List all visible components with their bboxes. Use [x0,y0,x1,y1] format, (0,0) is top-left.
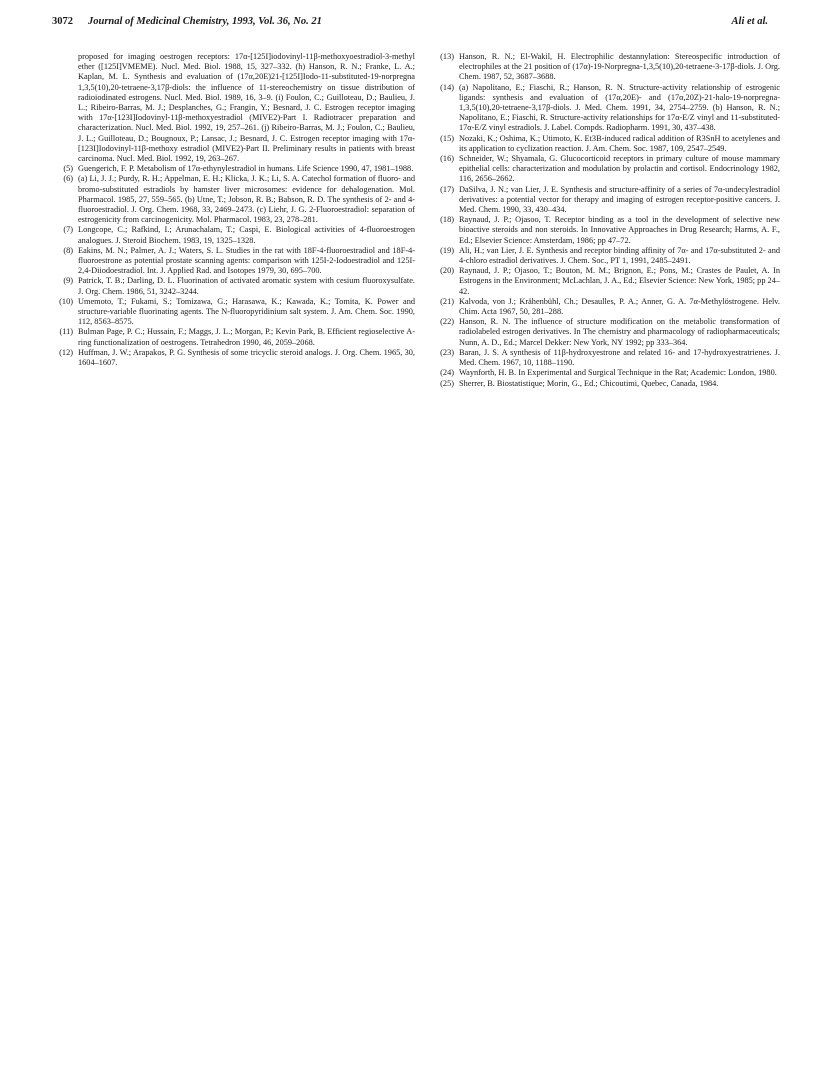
reference-item [52,276,415,296]
reference-number: (20) [440,266,454,276]
reference-item [433,368,780,378]
reference-number: (14) [440,82,454,92]
reference-number: (24) [440,368,454,378]
references-left-column [52,52,415,368]
reference-item [52,348,415,368]
running-author: Ali et al. [731,16,768,27]
reference-text: Baran, J. S. A synthesis of 11β-hydroxyestrone and related 16- and 17-hydroxyestratrienes. J. Med. Chem. 1967, 10, 1188–1190. [459,347,780,368]
reference-item [433,134,780,154]
reference-text: Guengerich, F. P. Metabolism of 17α-ethynylestradiol in humans. Life Science 1990, 47, 1981–1988. [78,164,414,174]
reference-number: (19) [440,245,454,255]
reference-continuation [52,52,415,164]
page-header [52,16,768,32]
reference-item [433,154,780,185]
reference-number: (12) [59,347,73,357]
reference-number: (22) [440,317,454,327]
reference-text: Sherrer, B. Biostatistique; Morin, G., Ed.; Chicoutimi, Quebec, Canada, 1984. [459,378,719,388]
reference-item [52,246,415,277]
reference-number: (5) [63,164,73,174]
reference-item [433,215,780,246]
reference-number: (16) [440,154,454,164]
reference-text: Umemoto, T.; Fukami, S.; Tomizawa, G.; Harasawa, K.; Kawada, K.; Tomita, K. Power and structure-variable fluorinating agents. The N-fluoropyridinium salt system. J. Am. Chem. Soc. 1990, 112, 8563–8575. [78,296,415,327]
reference-item [433,83,780,134]
reference-number: (17) [440,184,454,194]
journal-citation: Journal of Medicinal Chemistry, 1993, Vol. 36, No. 21 [88,16,322,27]
reference-number: (7) [63,225,73,235]
page-number: 3072 [52,16,73,27]
reference-item [52,174,415,225]
reference-text: proposed for imaging oestrogen receptors: 17α-[125I]iodovinyl-11β-methoxyoestradiol-3-methyl ether ([125I]VMEME). Nucl. Med. Biol. 1988, 15, 327–332. (h) Hanson, R. N.; Franke, L. A.; Kaplan, M. L. Synthesis and evaluation of (17α,20E)21-[125I]Iodo-11-substituted-19-norpregna 1,3,5(10),20-tetraene-3,17β-diols: the influence of 11-stereochemistry on tissue distribution of radioiodinated estrogens. Nucl. Med. Biol. 1989, 16, 3–9. (i) Foulon, C.; Guilloteau, D.; Baulieu, J. L.; Ribeiro-Barras, M. J.; Desplanches, G.; Frangin, Y.; Besnard, J. C. Estrogen receptor imaging with 17α-[123I]Iodovinyl-11β-methoxyestradiol (MIVE2)-Part I. Radiotracer preparation and characterization. Nucl. Med. Biol. 1992, 19, 257–261. (j) Ribeiro-Barras, M. J.; Foulon, C.; Baulieu, J. L.; Guilloteau, D.; Bougnoux, P.; Lansac, J.; Besnard, J. C. Estrogen receptor imaging with 17α-[123I]Iodovinyl-11β-methoxy estradiol (MIVE2)-Part II. Preliminary results in patients with breast carcinoma. Nucl. Med. Biol. 1992, 19, 263–267. [78,52,415,164]
reference-item [433,379,780,389]
reference-item [433,52,780,83]
reference-item [52,225,415,245]
reference-text: Ali, H.; van Lier, J. E. Synthesis and receptor binding affinity of 7α- and 17α-substituted 2- and 4-chloro estradiol derivatives. J. Chem. Soc., PT 1, 1991, 2485–2491. [459,245,780,266]
reference-number: (25) [440,378,454,388]
reference-text: Raynaud, J. P.; Ojasoo, T. Receptor binding as a tool in the development of selective new bioactive steroids and non steroids. In Innovative Approaches in Drug Research; Harms, A. F., Ed.; Elsevier Science: Amsterdam, 1986; pp 47–72. [459,215,780,245]
reference-number: (13) [440,52,454,61]
reference-item [52,297,415,328]
reference-text: Patrick, T. B.; Darling, D. L. Fluorination of activated aromatic system with cesium fluoroxysulfate. J. Org. Chem. 1986, 51, 3242–3244. [78,276,415,296]
reference-item [433,348,780,368]
reference-text: Schneider, W.; Shyamala, G. Glucocorticoid receptors in primary culture of mouse mammary epithelial cells: characterization and modulation by prolactin and cortisol. Endocrinology 1982, 116, 2656–2662. [459,154,780,184]
reference-text: Hanson, R. N.; El-Wakil, H. Electrophilic destannylation: Stereospecific introduction of electrophiles at the 21 position of (17α)-19-Norpregna-1,3,5(10),20-tetraene-3-17β-diols. J. Org. Chem. 1987, 52, 3687–3688. [459,52,780,82]
reference-text: Kalvoda, von J.; Krähenbühl, Ch.; Desaulles, P. A.; Anner, G. A. 7α-Methylöstrogene. Helv. Chim. Acta 1967, 50, 281–288. [459,296,780,317]
reference-text: (a) Napolitano, E.; Fiaschi, R.; Hanson, R. N. Structure-activity relationship of estrogenic ligands: synthesis and evaluation of (17α,20E)- and (17α,20Z)-21-halo-19-norpregna-1,3,5(10),20-tetraene-3,17β-diols. J. Med. Chem. 1991, 34, 2754–2759. (b) Hanson, R. N.; Napolitano, E.; Fiaschi, R. Structure-activity relationships for 17α-E/Z vinyl and 11-substituted-17α-E/Z vinyl estradiols. J. Label. Compds. Radiopharm. 1991, 30, 437–438. [459,82,780,133]
reference-text: DaSilva, J. N.; van Lier, J. E. Synthesis and structure-affinity of a series of 7α-undecylestradiol derivatives: a potential vector for therapy and imaging of estrogen receptor-positive cancers. J. Med. Chem. 1990, 33, 430–434. [459,184,780,215]
reference-item [52,327,415,347]
reference-item [52,164,415,174]
reference-item [433,266,780,297]
reference-text: Bulman Page, P. C.; Hussain, F.; Maggs, J. L.; Morgan, P.; Kevin Park, B. Efficient regioselective A-ring functionalization of oestrogens. Tetrahedron 1990, 46, 2059–2068. [78,327,415,347]
reference-item [433,297,780,317]
reference-number: (6) [63,174,73,184]
reference-text: Eakins, M. N.; Palmer, A. J.; Waters, S. L. Studies in the rat with 18F-4-fluoroestradiol and 18F-4-fluoroestrone as potential prostate scanning agents: comparison with 125I-2-Iodoestradiol and 125I-2,4-Diiodoestradiol. Int. J. Applied Rad. and Isotopes 1979, 30, 695–700. [78,245,415,276]
reference-text: Huffman, J. W.; Arapakos, P. G. Synthesis of some tricyclic steroid analogs. J. Org. Chem. 1965, 30, 1604–1607. [78,347,415,368]
reference-text: Raynaud, J. P.; Ojasoo, T.; Bouton, M. M.; Brignon, E.; Pons, M.; Crastes de Paulet, A. In Estrogens in the Environment; McLachlan, J. A., Ed.; Elsevier Science: New York, 1985; pp 24–42. [459,266,780,296]
reference-text: Hanson, R. N. The influence of structure modification on the metabolic transformation of radiolabeled estrogen derivatives. In The chemistry and pharmacology of radiopharmaceuticals; Nunn, A. D., Ed.; Marcel Dekker: New York, NY 1992; pp 333–364. [459,317,780,347]
reference-text: Waynforth, H. B. In Experimental and Surgical Technique in the Rat; Academic: London, 1980. [459,368,777,378]
reference-number: (18) [440,215,454,225]
reference-item [433,185,780,216]
reference-number: (8) [63,245,73,255]
reference-number: (23) [440,347,454,357]
reference-number: (9) [63,276,73,286]
reference-number: (11) [59,327,73,337]
reference-item [433,317,780,348]
reference-number: (10) [59,296,73,306]
reference-text: Nozaki, K.; Oshima, K.; Utimoto, K. Et3B-induced radical addition of R3SnH to acetylenes and its application to cyclization reaction. J. Am. Chem. Soc. 1987, 109, 2547–2549. [459,133,780,153]
reference-text: Longcope, C.; Rafkind, I.; Arunachalam, T.; Caspi, E. Biological activities of 4-fluoroestrogen analogues. J. Steroid Biochem. 1983, 19, 1325–1328. [78,225,415,245]
references-right-column [433,52,780,389]
reference-text: (a) Li, J. J.; Purdy, R. H.; Appelman, E. H.; Klicka, J. K.; Li, S. A. Catechol formation of fluoro- and bromo-substituted estradiols by hamster liver microsomes: evidence for dehalogenation. Mol. Pharmacol. 1985, 27, 559–565. (b) Utne, T.; Jobson, R. B.; Babson, R. D. The synthesis of 2- and 4-fluoroestradiol. J. Org. Chem. 1968, 33, 2469–2473. (c) Liehr, J. G. 2-Fluoroestradiol: separation of estrogenicity from carcinogenicity. Mol. Pharmacol. 1983, 23, 278–281. [78,174,415,225]
reference-number: (15) [440,133,454,143]
reference-number: (21) [440,296,454,306]
reference-item [433,246,780,266]
